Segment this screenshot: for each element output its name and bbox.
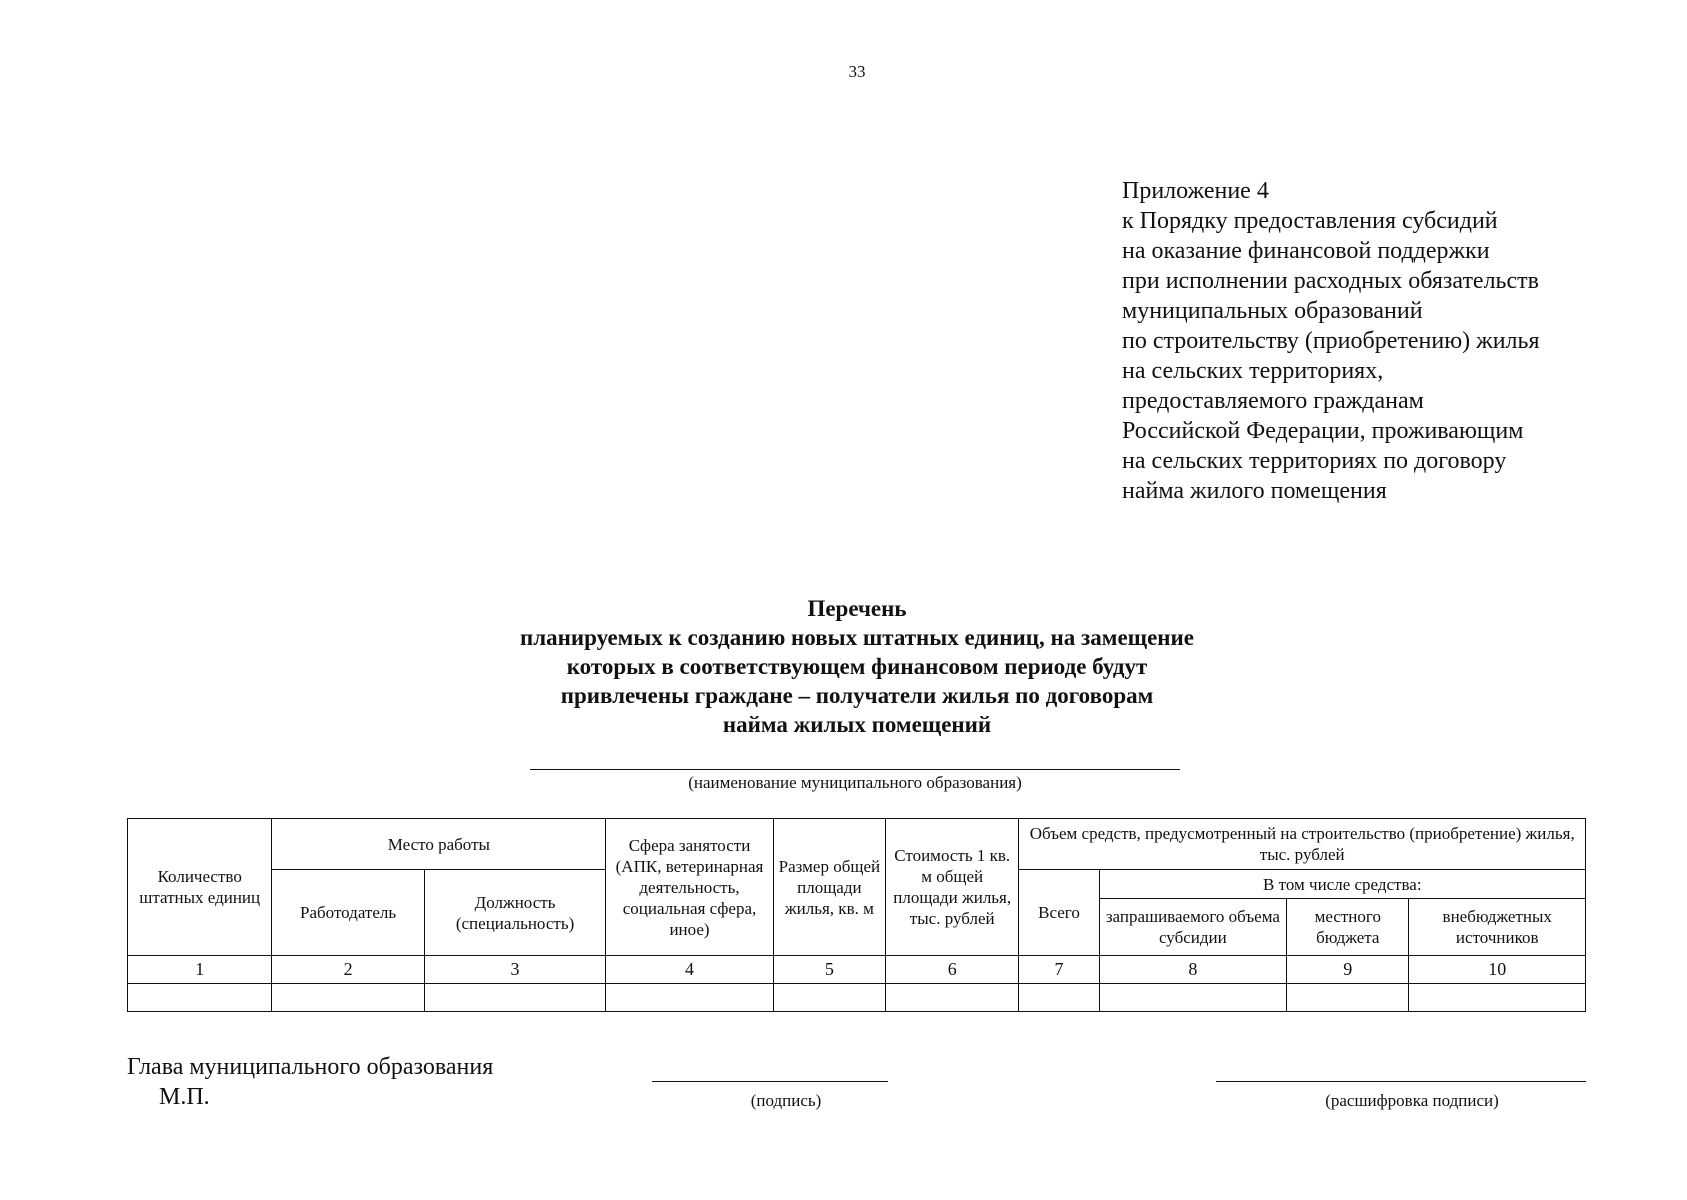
page-number: 33 [848,62,866,81]
appendix-block [1122,176,1540,506]
header-workplace: Место работы [272,819,606,870]
column-number: 3 [424,956,605,984]
header-position: Должность (специальность) [424,870,605,956]
signature-line [652,1081,888,1082]
appendix-line: при исполнении расходных обязательств [1122,268,1539,294]
column-number: 7 [1019,956,1099,984]
title-line: привлечены граждане – получатели жилья по договорам [560,683,1154,708]
head-title: Глава муниципального образования [127,1054,494,1080]
empty-cell [1409,984,1586,1012]
appendix-line: на сельских территориях по договору [1122,448,1507,474]
header-local-budget: местного бюджета [1287,899,1409,956]
appendix-line: к Порядку предоставления субсидий [1122,208,1498,234]
column-number: 2 [272,956,424,984]
column-number: 10 [1409,956,1586,984]
header-volume: Объем средств, предусмотренный на строительство (приобретение) жилья, тыс. рублей [1019,819,1586,870]
appendix-line: найма жилого помещения [1122,478,1387,504]
title-line: Перечень [807,596,907,621]
header-count: Количество штатных единиц [128,819,272,956]
decode-caption: (расшифровка подписи) [1325,1091,1499,1110]
appendix-line: Российской Федерации, проживающим [1122,418,1524,444]
header-extra-budget: внебюджетных источников [1409,899,1586,956]
header-cost: Стоимость 1 кв. м общей площади жилья, тыс. рублей [886,819,1019,956]
column-number: 8 [1099,956,1287,984]
appendix-line: на сельских территориях, [1122,358,1384,384]
column-number: 4 [606,956,773,984]
title-line: найма жилых помещений [722,712,992,737]
empty-cell [1019,984,1099,1012]
empty-cell [886,984,1019,1012]
header-employer: Работодатель [272,870,424,956]
empty-cell [773,984,885,1012]
header-total: Всего [1019,870,1099,956]
empty-cell [606,984,773,1012]
empty-cell [128,984,272,1012]
seal-place: М.П. [159,1084,210,1110]
empty-cell [272,984,424,1012]
header-subsidy: запрашиваемого объема субсидии [1099,899,1287,956]
column-number: 6 [886,956,1019,984]
empty-cell [1287,984,1409,1012]
appendix-line: муниципальных образований [1122,298,1423,324]
title-line: планируемых к созданию новых штатных единиц, на замещение [520,625,1194,650]
signature-caption: (подпись) [750,1091,822,1110]
appendix-line: на оказание финансовой поддержки [1122,238,1490,264]
decode-line [1216,1081,1586,1082]
header-including: В том числе средства: [1099,870,1585,899]
header-area: Размер общей площади жилья, кв. м [773,819,885,956]
appendix-line: Приложение 4 [1122,178,1269,204]
table-row [128,984,1586,1012]
staff-units-table [127,818,1586,1012]
title-line: которых в соответствующем финансовом периоде будут [566,654,1148,679]
empty-cell [424,984,605,1012]
column-number: 5 [773,956,885,984]
appendix-line: по строительству (приобретению) жилья [1122,328,1540,354]
column-number: 1 [128,956,272,984]
municipality-caption: (наименование муниципального образования) [688,773,1022,792]
header-sphere: Сфера занятости (АПК, ветеринарная деятельность, социальная сфера, иное) [606,819,773,956]
municipality-name-line [530,769,1180,770]
signature-block [127,1052,493,1112]
empty-cell [1099,984,1287,1012]
appendix-line: предоставляемого гражданам [1122,388,1424,414]
document-title [400,594,1314,739]
column-number: 9 [1287,956,1409,984]
